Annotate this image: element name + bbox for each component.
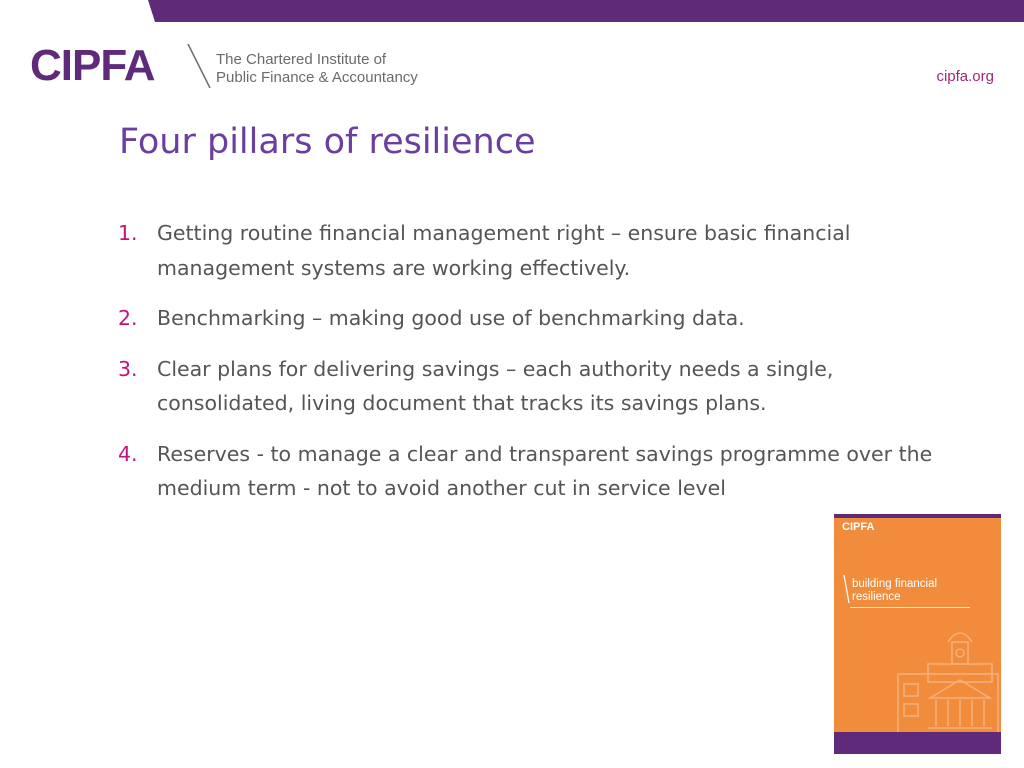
cover-rule: [850, 607, 970, 608]
cover-top-bar: [834, 514, 1001, 518]
header-band: [0, 0, 1024, 22]
pillars-list: [118, 216, 948, 522]
cover-title-line1: building financial: [852, 578, 938, 590]
logo-tagline: [216, 51, 418, 87]
pillar-number: 1.: [118, 221, 138, 245]
pillar-number: 3.: [118, 356, 138, 381]
pillar-text: Benchmarking – making good use of benchmarking data.: [157, 306, 745, 330]
town-hall-icon: [890, 622, 1001, 734]
pillar-item: [118, 437, 948, 506]
logo-wordmark: CIPFA: [30, 41, 155, 90]
cover-logo: CIPFA: [842, 521, 875, 533]
pillar-item: [118, 352, 948, 421]
logo-tagline-line2: Public Finance & Accountancy: [216, 69, 418, 86]
pillar-item: [118, 301, 948, 336]
cover-title-line2: resilience: [852, 591, 901, 603]
pillar-item: [118, 216, 948, 285]
slide-title: Four pillars of resilience: [119, 122, 536, 162]
report-cover-image: [834, 514, 1001, 754]
pillar-text: Getting routine financial management right – ensure basic financial management systems are working effectively.: [157, 221, 851, 280]
pillar-text: Reserves - to manage a clear and transparent savings programme over the medium term - not to avoid another cut in service level: [157, 441, 933, 500]
pillar-text: Clear plans for delivering savings – each authority needs a single, consolidated, living document that tracks its savings plans.: [157, 356, 834, 415]
logo-tagline-line1: The Chartered Institute of: [216, 51, 387, 68]
logo-divider: [186, 44, 212, 88]
pillar-number: 2.: [118, 306, 138, 330]
cover-title: [852, 578, 937, 604]
cover-bottom-bar: [834, 732, 1001, 754]
pillar-number: 4.: [118, 441, 138, 466]
site-url-link[interactable]: cipfa.org: [936, 68, 994, 85]
